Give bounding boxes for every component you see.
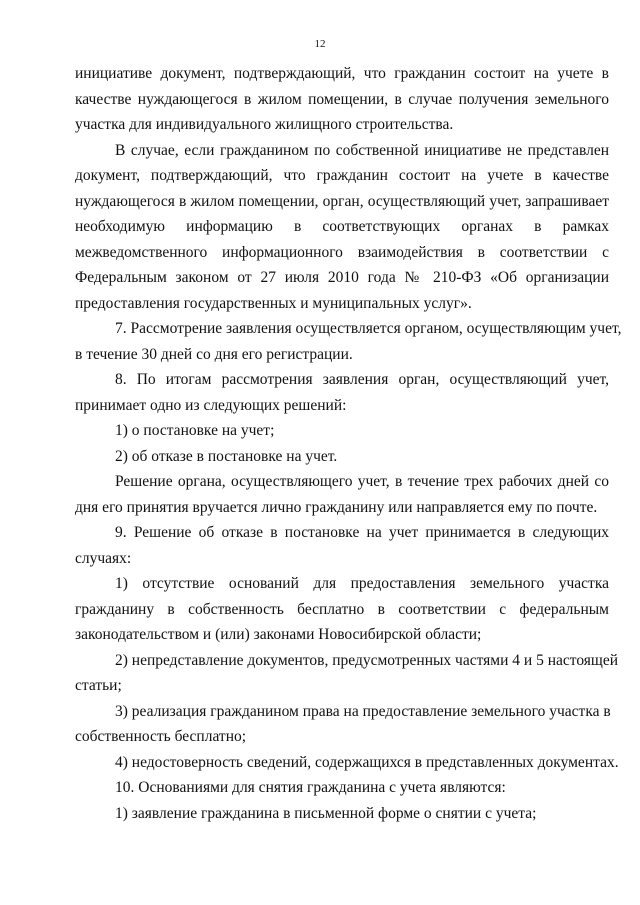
text-line: 1) отсутствие оснований для предоставления земельного участка: [115, 575, 609, 592]
text-line: необходимую информацию в соответствующих органах в рамках: [75, 218, 609, 235]
text-line: 2) об отказе в постановке на учет.: [115, 447, 338, 465]
text-line: 9. Решение об отказе в постановке на учет принимается в следующих: [115, 524, 609, 541]
text-line: 1) заявление гражданина в письменной форме о снятии с учета;: [115, 804, 537, 822]
document-body: [75, 61, 622, 826]
text-line: законодательством и (или) законами Новосибирской области;: [75, 626, 482, 643]
text-line: 3) реализация гражданином права на предоставление земельного участка в: [115, 702, 611, 720]
text-line: 8. По итогам рассмотрения заявления орган, осуществляющий учет,: [115, 371, 609, 388]
text-line: качестве нуждающегося в жилом помещении, в случае получения земельного: [75, 90, 609, 108]
text-line: Решение органа, осуществляющего учет, в течение трех рабочих дней со: [115, 473, 609, 490]
text-line: 7. Рассмотрение заявления осуществляется органом, осуществляющим учет,: [115, 320, 622, 337]
text-line: гражданину в собственность бесплатно в соответствии с федеральным: [75, 600, 609, 618]
text-line: 2) непредставление документов, предусмотренных частями 4 и 5 настоящей: [115, 651, 619, 669]
text-line: 4) недостоверность сведений, содержащихся в представленных документах.: [115, 753, 619, 771]
text-line: документ, подтверждающий, что гражданин состоит на учете в качестве: [75, 167, 609, 184]
text-line: статьи;: [75, 677, 122, 694]
text-line: нуждающегося в жилом помещении, орган, осуществляющий учет, запрашивает: [75, 192, 609, 210]
text-line: 1) о постановке на учет;: [115, 422, 275, 439]
text-line: дня его принятия вручается лично гражданину или направляется ему по почте.: [75, 498, 598, 516]
text-line: принимает одно из следующих решений:: [75, 396, 347, 414]
text-line: в течение 30 дней со дня его регистрации.: [75, 345, 353, 363]
page-number: 12: [314, 38, 326, 50]
text-line: предоставления государственных и муниципальных услуг».: [75, 294, 472, 312]
text-line: Федеральным законом от 27 июля 2010 года № 210-ФЗ «Об организации: [75, 269, 609, 286]
text-line: участка для индивидуального жилищного строительства.: [75, 116, 454, 133]
text-line: межведомственного информационного взаимодействия в соответствии с: [75, 243, 609, 261]
text-line: собственность бесплатно;: [75, 728, 247, 745]
text-line: В случае, если гражданином по собственной инициативе не представлен: [115, 141, 609, 159]
text-line: случаях:: [75, 549, 132, 567]
text-line: инициативе документ, подтверждающий, что гражданин состоит на учете в: [75, 65, 609, 82]
text-line: 10. Основаниями для снятия гражданина с учета являются:: [115, 779, 506, 796]
